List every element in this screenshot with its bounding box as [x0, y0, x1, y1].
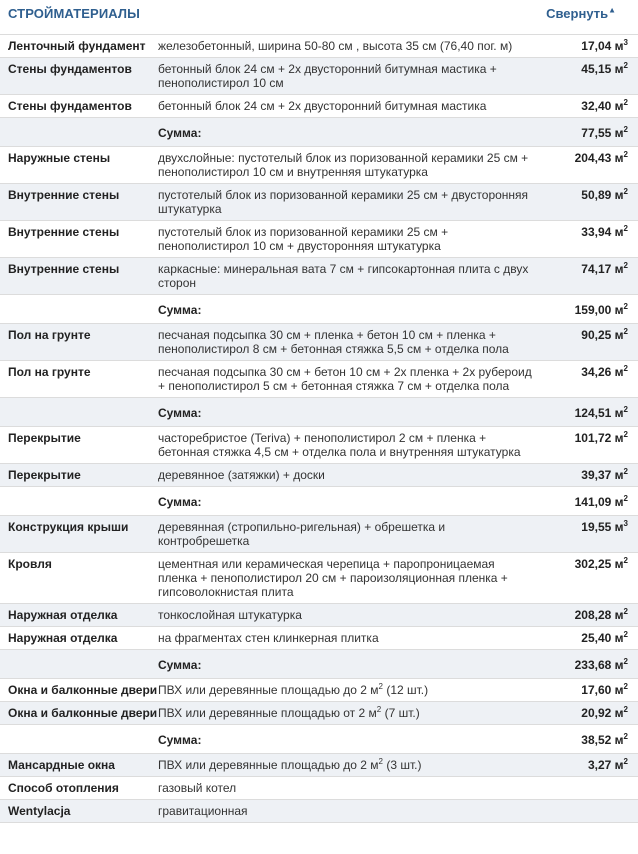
- description-text: ПВХ или деревянные площадью до 2 м: [158, 683, 379, 697]
- value-text: 204,43 м: [574, 151, 624, 165]
- table-row: [0, 777, 638, 800]
- value-text: 32,40 м: [581, 99, 624, 113]
- unit-sup: 3: [623, 38, 628, 47]
- row-name: Кровля: [8, 557, 52, 571]
- unit-sup: 2: [623, 705, 628, 714]
- row-description: [152, 427, 542, 464]
- row-name: [0, 725, 152, 754]
- table-row: [0, 95, 638, 118]
- table-row: [0, 427, 638, 464]
- row-name: Мансардные окна: [8, 758, 115, 772]
- value-text: 124,51 м: [574, 406, 624, 420]
- sum-label: Сумма:: [158, 733, 202, 747]
- description-text: пустотелый блок из поризованной керамики 25 см + двусторонняя штукатурка: [158, 188, 529, 216]
- section-title: СТРОЙМАТЕРИАЛЫ: [8, 6, 140, 21]
- row-description: [152, 147, 542, 184]
- row-value: [542, 627, 638, 650]
- row-value: [542, 58, 638, 95]
- value-text: 90,25 м: [581, 328, 624, 342]
- value-text: 77,55 м: [581, 126, 624, 140]
- table-row: [0, 553, 638, 604]
- unit-sup: 2: [623, 187, 628, 196]
- description-text: деревянное (затяжки) + доски: [158, 468, 325, 482]
- row-name: Стены фундаментов: [8, 62, 132, 76]
- row-value: [542, 258, 638, 295]
- row-name: Перекрытие: [8, 468, 81, 482]
- row-value: [542, 295, 638, 324]
- row-value: [542, 516, 638, 553]
- value-text: 39,37 м: [581, 468, 624, 482]
- row-name: Окна и балконные двери: [8, 706, 158, 720]
- table-row: [0, 361, 638, 398]
- sum-row: [0, 295, 638, 324]
- description-text: гравитационная: [158, 804, 248, 818]
- value-text: 74,17 м: [581, 262, 624, 276]
- row-value: [542, 777, 638, 800]
- description-text: бетонный блок 24 см + 2х двусторонний битумная мастика + пенополистирол 10 см: [158, 62, 497, 90]
- row-value: [542, 147, 638, 184]
- row-value: [542, 398, 638, 427]
- row-name: Перекрытие: [8, 431, 81, 445]
- unit-sup: 2: [623, 150, 628, 159]
- table-row: [0, 800, 638, 823]
- collapse-arrow-icon: ▲: [608, 5, 616, 15]
- unit-sup: 2: [623, 327, 628, 336]
- row-name: Наружная отделка: [8, 608, 118, 622]
- table-row: [0, 754, 638, 777]
- row-value: [542, 553, 638, 604]
- row-value: [542, 118, 638, 147]
- row-value: [542, 324, 638, 361]
- row-description: [152, 516, 542, 553]
- row-name: Конструкция крыши: [8, 520, 129, 534]
- unit-sup: 2: [623, 98, 628, 107]
- sum-label: Сумма:: [158, 658, 202, 672]
- table-row: [0, 604, 638, 627]
- unit-sup: 3: [623, 519, 628, 528]
- section-header: [0, 0, 638, 34]
- row-description: [152, 35, 542, 58]
- unit-sup: 2: [623, 607, 628, 616]
- row-description: [152, 679, 542, 702]
- unit-sup: 2: [623, 261, 628, 270]
- description-text: песчаная подсыпка 30 см + пленка + бетон 10 см + пленка + пенополистирол 8 см + бетонная стяжка 5,5 см + отделка пола: [158, 328, 509, 356]
- value-text: 3,27 м: [587, 758, 624, 772]
- description-text: деревянная (стропильно-ригельная) + обрешетка и контробрешетка: [158, 520, 446, 548]
- row-description: [152, 464, 542, 487]
- table-row: [0, 702, 638, 725]
- value-text: 233,68 м: [574, 658, 624, 672]
- sum-row: [0, 118, 638, 147]
- row-value: [542, 679, 638, 702]
- description-text: ПВХ или деревянные площадью от 2 м: [158, 706, 377, 720]
- unit-sup: 2: [623, 630, 628, 639]
- description-sup: 2: [376, 705, 382, 714]
- row-value: [542, 35, 638, 58]
- description-text: на фрагментах стен клинкерная плитка: [158, 631, 379, 645]
- table-row: [0, 516, 638, 553]
- row-description: [152, 627, 542, 650]
- row-value: [542, 427, 638, 464]
- row-description: [152, 58, 542, 95]
- value-text: 208,28 м: [574, 608, 624, 622]
- value-text: 101,72 м: [574, 431, 624, 445]
- row-description: [152, 754, 542, 777]
- value-text: 33,94 м: [581, 225, 624, 239]
- sum-label: Сумма:: [158, 406, 202, 420]
- sum-row: [0, 650, 638, 679]
- materials-table: [0, 34, 638, 823]
- row-description: [152, 258, 542, 295]
- unit-sup: 2: [623, 61, 628, 70]
- table-row: [0, 35, 638, 58]
- row-value: [542, 221, 638, 258]
- row-name: Наружная отделка: [8, 631, 118, 645]
- table-row: [0, 679, 638, 702]
- unit-sup: 2: [623, 556, 628, 565]
- unit-sup: 2: [623, 405, 628, 414]
- row-name: Наружные стены: [8, 151, 111, 165]
- row-name: Стены фундаментов: [8, 99, 132, 113]
- row-description: [152, 184, 542, 221]
- value-text: 141,09 м: [574, 495, 624, 509]
- table-row: [0, 258, 638, 295]
- value-text: 38,52 м: [581, 733, 624, 747]
- description-text: каркасные: минеральная вата 7 см + гипсокартонная плита с двух сторон: [158, 262, 529, 290]
- unit-sup: 2: [623, 467, 628, 476]
- description-text: песчаная подсыпка 30 см + бетон 10 см + 2х пленка + 2х рубероид + пенополистирол 5 см + бетонная стяжка 7 см + отделка пола: [158, 365, 532, 393]
- row-value: [542, 487, 638, 516]
- description-suffix: (3 шт.): [383, 758, 422, 772]
- sum-label: Сумма:: [158, 126, 202, 140]
- table-row: [0, 147, 638, 184]
- sum-row: [0, 487, 638, 516]
- table-row: [0, 58, 638, 95]
- row-description: [152, 221, 542, 258]
- value-text: 45,15 м: [581, 62, 624, 76]
- row-description: [152, 324, 542, 361]
- row-value: [542, 800, 638, 823]
- description-sup: 2: [378, 682, 383, 691]
- description-text: бетонный блок 24 см + 2х двусторонний битумная мастика: [158, 99, 487, 113]
- row-description: [152, 361, 542, 398]
- row-name: Пол на грунте: [8, 365, 91, 379]
- row-description: [152, 777, 542, 800]
- row-description: [152, 553, 542, 604]
- description-text: цементная или керамическая черепица + паропроницаемая пленка + пенополистирол 20 см + пароизоляционная пленка + гипсоволокнистая плита: [158, 557, 508, 599]
- description-text: пустотелый блок из поризованной керамики 25 см + пенополистирол 10 см + двусторонняя штукатурка: [158, 225, 449, 253]
- row-name: [0, 118, 152, 147]
- unit-sup: 2: [623, 224, 628, 233]
- description-text: тонкослойная штукатурка: [158, 608, 302, 622]
- description-suffix: (7 шт.): [381, 706, 420, 720]
- unit-sup: 2: [623, 364, 628, 373]
- row-name: [0, 650, 152, 679]
- value-text: 302,25 м: [574, 557, 624, 571]
- value-text: 17,04 м: [581, 39, 624, 53]
- sum-row: [0, 398, 638, 427]
- table-row: [0, 184, 638, 221]
- collapse-link[interactable]: [546, 6, 616, 21]
- description-text: двухслойные: пустотелый блок из поризованной керамики 25 см + пенополистирол 10 см и внутренняя штукатурка: [158, 151, 529, 179]
- row-name: Окна и балконные двери: [8, 683, 158, 697]
- row-value: [542, 702, 638, 725]
- unit-sup: 2: [623, 494, 628, 503]
- description-suffix: (12 шт.): [383, 683, 429, 697]
- collapse-label: Свернуть: [546, 6, 609, 21]
- unit-sup: 2: [623, 757, 628, 766]
- table-row: [0, 221, 638, 258]
- unit-sup: 2: [623, 732, 628, 741]
- unit-sup: 2: [623, 430, 628, 439]
- row-value: [542, 361, 638, 398]
- row-name: [0, 398, 152, 427]
- row-name: Ленточный фундамент: [8, 39, 146, 53]
- value-text: 159,00 м: [574, 303, 624, 317]
- description-sup: 2: [378, 757, 383, 766]
- value-text: 20,92 м: [581, 706, 624, 720]
- row-value: [542, 184, 638, 221]
- sum-row: [0, 725, 638, 754]
- value-text: 17,60 м: [581, 683, 624, 697]
- row-name: Внутренние стены: [8, 225, 120, 239]
- row-value: [542, 650, 638, 679]
- description-text: железобетонный, ширина 50-80 см , высота 35 см (76,40 пог. м): [158, 39, 513, 53]
- row-name: Внутренние стены: [8, 262, 120, 276]
- value-text: 19,55 м: [581, 520, 624, 534]
- unit-sup: 2: [623, 125, 628, 134]
- row-name: Внутренние стены: [8, 188, 120, 202]
- unit-sup: 2: [623, 302, 628, 311]
- row-name: [0, 487, 152, 516]
- row-description: [152, 800, 542, 823]
- description-text: ПВХ или деревянные площадью до 2 м: [158, 758, 379, 772]
- row-name: Wentylacja: [8, 804, 71, 818]
- row-description: [152, 95, 542, 118]
- row-name: Пол на грунте: [8, 328, 91, 342]
- description-text: часторебристое (Teriva) + пенополистирол 2 см + пленка + бетонная стяжка 4,5 см + отделка пола и внутренняя штукатурка: [158, 431, 521, 459]
- row-description: [152, 604, 542, 627]
- description-text: газовый котел: [158, 781, 237, 795]
- value-text: 50,89 м: [581, 188, 624, 202]
- row-name: Способ отопления: [8, 781, 119, 795]
- row-value: [542, 604, 638, 627]
- value-text: 25,40 м: [581, 631, 624, 645]
- row-value: [542, 464, 638, 487]
- row-value: [542, 754, 638, 777]
- row-value: [542, 95, 638, 118]
- row-description: [152, 702, 542, 725]
- unit-sup: 2: [623, 682, 628, 691]
- unit-sup: 2: [623, 657, 628, 666]
- sum-label: Сумма:: [158, 495, 202, 509]
- value-text: 34,26 м: [581, 365, 624, 379]
- row-value: [542, 725, 638, 754]
- table-row: [0, 324, 638, 361]
- row-name: [0, 295, 152, 324]
- table-row: [0, 464, 638, 487]
- table-row: [0, 627, 638, 650]
- sum-label: Сумма:: [158, 303, 202, 317]
